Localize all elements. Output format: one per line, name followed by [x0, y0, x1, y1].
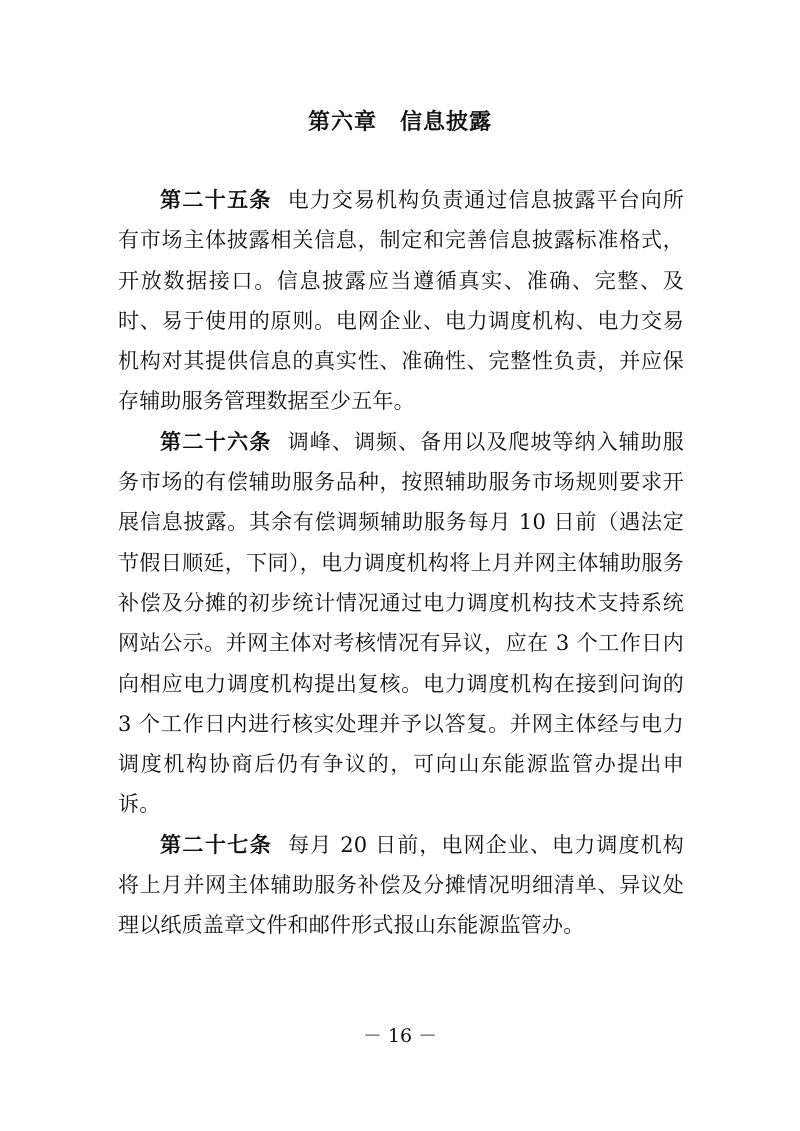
- article-text: 调峰、调频、备用以及爬坡等纳入辅助服务市场的有偿辅助服务品种，按照辅助服务市场规则要求开展信息披露。其余有偿调频辅助服务每月 10 日前（遇法定节假日顺延，下同），电力调度机构将上月并网主体辅助服务补偿及分摊的初步统计情况通过电力调度机构技术支持系统网站公示。并网主体对考核情况有异议，应在 3 个工作日内向相应电力调度机构提出复核。电力调度机构在接到问询的 3 个工作日内进行核实处理并予以答复。并网主体经与电力调度机构协商后仍有争议的，可向山东能源监管办提出申诉。: [118, 429, 684, 817]
- page-number: － 16 －: [362, 1025, 438, 1047]
- article-27: [118, 825, 684, 946]
- document-body: [118, 180, 684, 946]
- article-label: 第二十七条: [160, 832, 273, 857]
- article-text: 电力交易机构负责通过信息披露平台向所有市场主体披露相关信息，制定和完善信息披露标准格式，开放数据接口。信息披露应当遵循真实、准确、完整、及时、易于使用的原则。电网企业、电力调度机构、电力交易机构对其提供信息的真实性、准确性、完整性负责，并应保存辅助服务管理数据至少五年。: [118, 188, 684, 414]
- chapter-title: 第六章 信息披露: [307, 110, 492, 135]
- article-25: [118, 180, 684, 422]
- article-label: 第二十六条: [160, 429, 272, 454]
- article-label: 第二十五条: [160, 188, 272, 212]
- article-26: [118, 422, 684, 825]
- article-text: 每月 20 日前，电网企业、电力调度机构将上月并网主体辅助服务补偿及分摊情况明细清单、异议处理以纸质盖章文件和邮件形式报山东能源监管办。: [118, 832, 685, 938]
